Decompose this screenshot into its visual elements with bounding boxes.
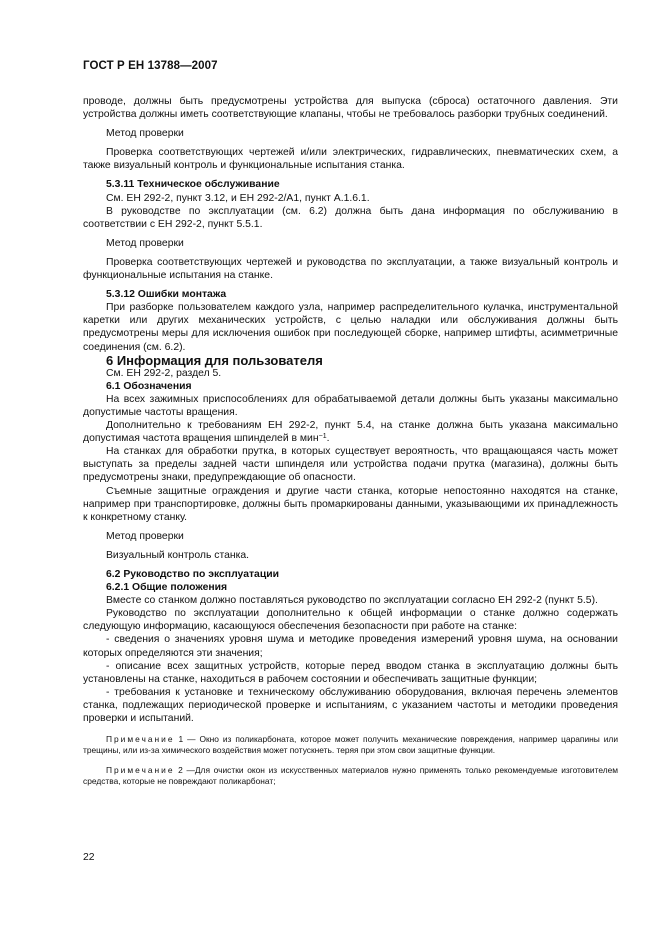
section-5-3-11-title: 5.3.11 Техническое обслуживание: [106, 179, 280, 191]
note-2: Примечание 2 —Для очистки окон из искусственных материалов нужно применять только рекомендуемые изготовителем средства, которые не повреждают поликарбонат;: [83, 765, 619, 787]
method-label: Метод проверки: [106, 237, 184, 249]
paragraph: См. ЕН 292-2, раздел 5.: [106, 367, 222, 379]
paragraph: При разборке пользователем каждого узла, например распределительного кулачка, инструментальной каретки или других механических устройств, с целью наладки или обслуживания должны быть предусмотрены меры для исключения ошибок при последующей сборке, например штифты, асимметричные соединения (см. 6.2).: [83, 302, 618, 353]
paragraph: На всех зажимных приспособлениях для обрабатываемой детали должны быть указаны максимально допустимые частоты вращения.: [83, 393, 618, 418]
section-5-3-12-title: 5.3.12 Ошибки монтажа: [106, 289, 227, 301]
document-body: [83, 95, 618, 787]
paragraph: В руководстве по эксплуатации (см. 6.2) должна быть дана информация по обслуживанию в соответствии с ЕН 292-2, пункт 5.5.1.: [83, 205, 618, 230]
section-6-2-title: 6.2 Руководство по эксплуатации: [106, 569, 280, 580]
check-paragraph: Проверка соответствующих чертежей и/или электрических, гидравлических, пневматических схем, а также визуальный контроль и функциональные испытания станка.: [83, 147, 618, 172]
intro-paragraph: проводе, должны быть предусмотрены устройства для выпуска (сброса) остаточного давления. Эти устройства должны иметь соответствующие клапаны, чтобы не требовалось разборки трубных соединений.: [83, 96, 618, 121]
list-item: - требования к установке и техническому обслуживанию оборудования, включая перечень элементов станка, подлежащих периодической проверке и испытаниям, с указанием частоты и методики проведения проверки и испытаний.: [83, 686, 618, 725]
check-paragraph: Визуальный контроль станка.: [106, 549, 250, 561]
method-label: Метод проверки: [106, 128, 184, 140]
page-number: 22: [83, 852, 95, 863]
paragraph: Руководство по эксплуатации дополнительно к общей информации о станке должно содержать следующую информацию, касающуюся обеспечения безопасности при работе на станке:: [83, 608, 618, 633]
paragraph: Дополнительно к требованиям ЕН 292-2, пункт 5.4, на станке должна быть указана максимально допустимая частота вращения шпинделей в мин$^{-1}$.: [83, 420, 618, 445]
list-item: - сведения о значениях уровня шума и методике проведения измерений уровня шума, на основании которых определяются эти значения;: [83, 634, 618, 659]
paragraph: Съемные защитные ограждения и другие части станка, которые непостоянно находятся на станке, например при транспортировке, должны быть промаркированы данными, указывающими их принадлежность к конкретному станку.: [83, 485, 618, 523]
paragraph: Вместе со станком должно поставляться руководство по эксплуатации согласно ЕН 292-2 (пункт 5.5).: [106, 595, 598, 607]
method-label: Метод проверки: [106, 530, 184, 542]
section-6-1-title: 6.1 Обозначения: [106, 380, 192, 392]
list-item: - описание всех защитных устройств, которые перед вводом станка в эксплуатацию должны быть установлены на станке, находиться в рабочем состоянии и обеспечивать защитные функции;: [83, 660, 618, 685]
document-header: ГОСТ Р ЕН 13788—2007: [83, 60, 218, 72]
paragraph: См. ЕН 292-2, пункт 3.12, и ЕН 292-2/А1, пункт А.1.6.1.: [106, 192, 370, 204]
check-paragraph: Проверка соответствующих чертежей и руководства по эксплуатации, а также визуальный контроль и функциональные испытания на станке.: [83, 256, 618, 282]
section-6-2-1-title: 6.2.1 Общие положения: [106, 582, 228, 594]
section-6-title: 6 Информация для пользователя: [106, 352, 323, 368]
paragraph: На станках для обработки прутка, в которых существует вероятность, что вращающаяся часть может выступать за пределы задней части шпинделя или устройства подачи прутка (магазина), должны быть предусмотрены знаки, предупреждающие об опасности.: [83, 446, 618, 484]
note-1: Примечание 1 — Окно из поликарбоната, которое может получить механические повреждения, например царапины или трещины, или из-за химического воздействия может потускнеть. теряя при этом свои защитные функции.: [83, 734, 619, 756]
